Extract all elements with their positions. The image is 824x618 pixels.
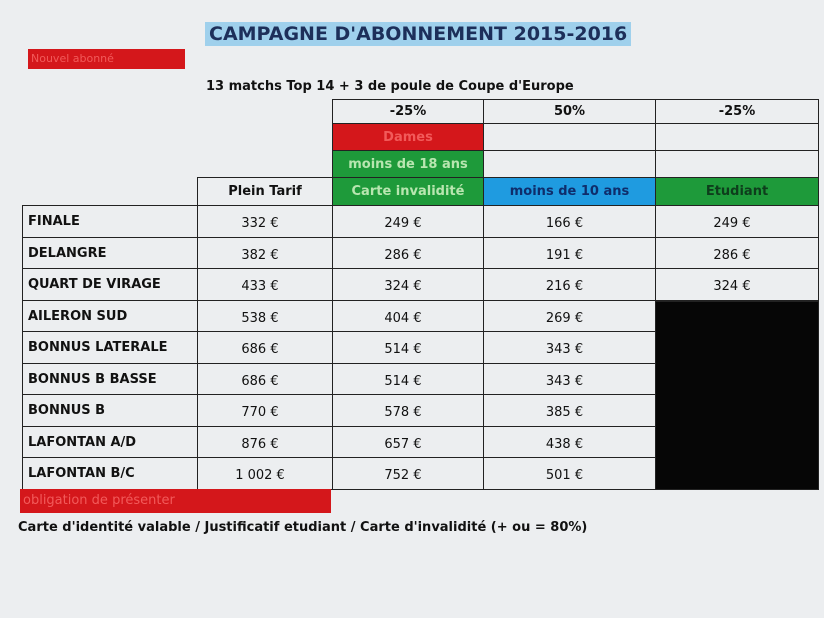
page-title: CAMPAGNE D'ABONNEMENT 2015-2016 [205,22,631,46]
price-cell: 382 € [197,237,333,269]
price-cell: 657 € [332,426,484,458]
price-cell: 752 € [332,457,484,490]
price-cell: 686 € [197,331,333,364]
price-cell: 404 € [332,300,484,332]
price-cell: 385 € [483,394,656,427]
price-cell: 286 € [332,237,484,269]
blocked-area [655,301,819,490]
price-cell: 166 € [483,205,656,238]
price-cell: 770 € [197,394,333,427]
row-label: BONNUS LATERALE [22,331,198,364]
price-cell: 324 € [332,268,484,301]
price-cell: 332 € [197,205,333,238]
price-cell: 538 € [197,300,333,332]
row-label: DELANGRE [22,237,198,269]
price-cell: 249 € [655,205,819,238]
category-dames: Dames [332,123,484,151]
price-cell: 216 € [483,268,656,301]
price-cell: 578 € [332,394,484,427]
price-cell: 343 € [483,331,656,364]
discount-cell: -25% [655,99,819,124]
footer-note: Carte d'identité valable / Justificatif etudiant / Carte d'invalidité (+ ou = 80%) [18,520,588,535]
row-label: BONNUS B BASSE [22,363,198,395]
subtitle: 13 matchs Top 14 + 3 de poule de Coupe d'Europe [206,79,574,94]
empty-cell [655,123,819,151]
price-cell: 514 € [332,331,484,364]
column-header-etudiant: Etudiant [655,177,819,206]
row-label: AILERON SUD [22,300,198,332]
price-cell: 324 € [655,268,819,301]
column-header-moins-10-ans: moins de 10 ans [483,177,656,206]
empty-cell [655,150,819,178]
column-header-plein-tarif: Plein Tarif [197,177,333,206]
price-cell: 433 € [197,268,333,301]
row-label: QUART DE VIRAGE [22,268,198,301]
price-cell: 343 € [483,363,656,395]
price-cell: 514 € [332,363,484,395]
empty-cell [483,123,656,151]
price-cell: 876 € [197,426,333,458]
new-subscriber-tag: Nouvel abonné [28,49,185,69]
discount-cell: -25% [332,99,484,124]
price-cell: 249 € [332,205,484,238]
category-under-18: moins de 18 ans [332,150,484,178]
row-label: BONNUS B [22,394,198,427]
row-label: LAFONTAN B/C [22,457,198,490]
empty-cell [483,150,656,178]
price-cell: 191 € [483,237,656,269]
discount-cell: 50% [483,99,656,124]
price-cell: 686 € [197,363,333,395]
price-cell: 269 € [483,300,656,332]
price-cell: 501 € [483,457,656,490]
price-cell: 286 € [655,237,819,269]
row-label: LAFONTAN A/D [22,426,198,458]
row-label: FINALE [22,205,198,238]
price-cell: 438 € [483,426,656,458]
obligation-tag: obligation de présenter [20,489,331,513]
price-cell: 1 002 € [197,457,333,490]
column-header-invalidite: Carte invalidité [332,177,484,206]
